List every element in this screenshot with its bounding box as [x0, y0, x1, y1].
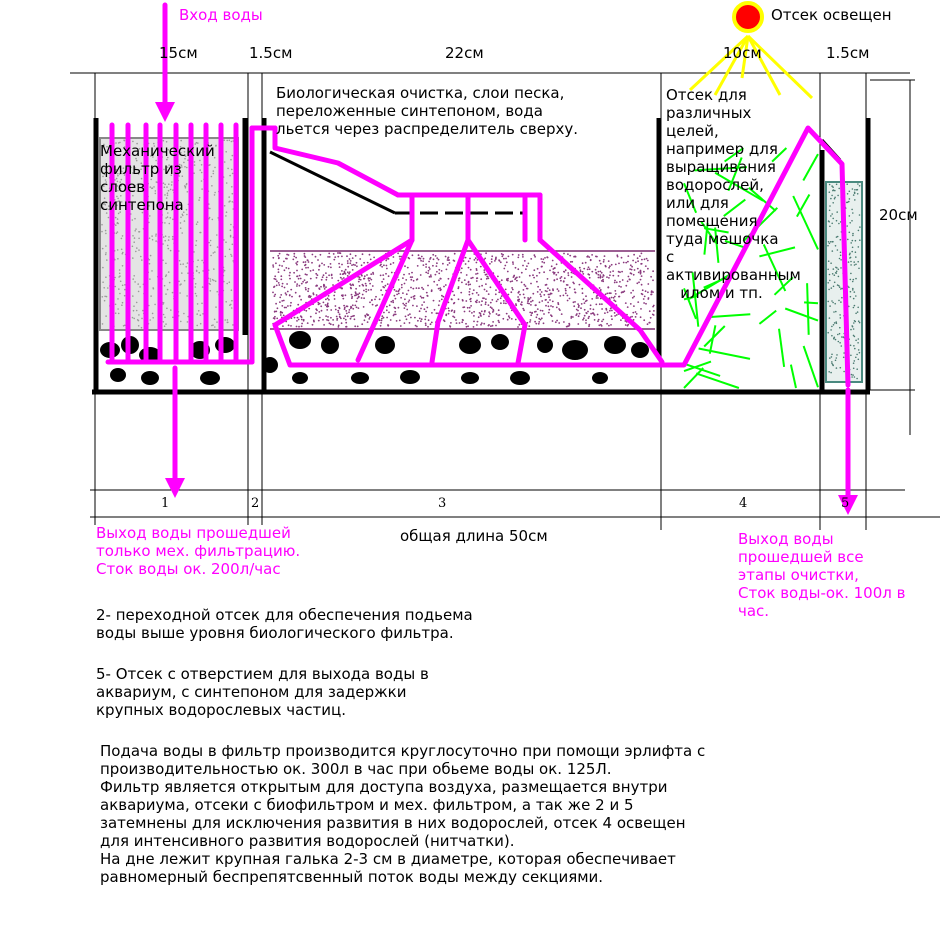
note-compartment-5: 5- Отсек с отверстием для выхода воды в аквариум, с синтепоном для задержки крупных водорослевых частиц. [96, 665, 429, 719]
water-inlet-label: Вход воды [179, 6, 263, 24]
pebble-layer [100, 331, 649, 385]
width-label-2: 1.5см [249, 44, 293, 62]
compartment-number-2: 2 [251, 496, 260, 511]
width-label-3: 22см [445, 44, 484, 62]
compartment-number-5: 5 [841, 496, 850, 511]
mech-filter-label: Механический фильтр из слоев синтепона [100, 142, 215, 214]
compartment4-label: Отсек для различных целей, например для выращивания водорослей, или для помещения туда мешочка с активированным илом и тп. [666, 86, 801, 302]
compartment-number-1: 1 [161, 496, 170, 511]
total-length-label: общая длина 50см [400, 527, 548, 545]
width-label-1: 15см [159, 44, 198, 62]
bio-filter-label: Биологическая очистка, слои песка, переложенные синтепоном, вода льется через распределитель сверху. [276, 84, 578, 138]
note-compartment-2: 2- переходной отсек для обеспечения подьема воды выше уровня биологического фильтра. [96, 606, 473, 642]
compartment-number-3: 3 [438, 496, 447, 511]
height-label: 20см [879, 206, 918, 224]
outlet1-label: Выход воды прошедшей только мех. фильтрацию. Сток воды ок. 200л/час [96, 524, 301, 578]
lit-compartment-label: Отсек освещен [771, 6, 892, 24]
description-text: Подача воды в фильтр производится круглосуточно при помощи эрлифта с производительностью ок. 300л в час при обьеме воды ок. 125Л. Фильтр является открытым для доступа воздуха, размещается внутри аквариума, отсеки с биофильтром и мех. фильтром, а так же 2 и 5 затемнены для исключения развития в них водорослей, отсек 4 освещен для интенсивного развития водорослей (нитчатки). На дне лежит крупная галька 2-3 см в диаметре, которая обеспечивает равномерный беспрепятсвенный поток воды между секциями. [100, 742, 706, 886]
width-label-5: 1.5см [826, 44, 870, 62]
width-label-4: 10см [723, 44, 762, 62]
outlet5-label: Выход воды прошедшей все этапы очистки, Сток воды-ок. 100л в час. [738, 530, 906, 620]
compartment-number-4: 4 [739, 496, 748, 511]
